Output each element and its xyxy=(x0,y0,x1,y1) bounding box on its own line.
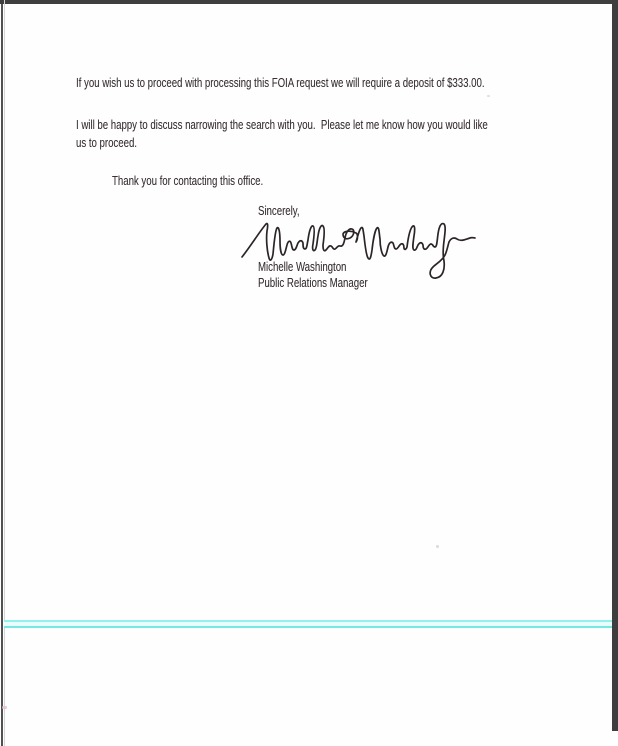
signer-name: Michelle Washington xyxy=(258,259,347,274)
cyan-scan-line xyxy=(4,620,612,628)
scan-speck xyxy=(2,706,7,709)
paragraph-narrowing xyxy=(76,116,488,152)
paragraph-thanks: Thank you for contacting this office. xyxy=(112,173,264,188)
paragraph-narrowing-line1: I will be happy to discuss narrowing the search with you. Please let me know how you would like xyxy=(76,117,488,132)
paragraph-deposit: If you wish us to proceed with processing this FOIA request we will require a deposit of $333.00. xyxy=(76,75,485,90)
scan-edge-top xyxy=(0,0,618,4)
scan-edge-left xyxy=(1,0,3,746)
scan-edge-left-secondary xyxy=(4,0,5,746)
scan-edge-right xyxy=(612,0,618,731)
signer-title: Public Relations Manager xyxy=(258,275,368,290)
scan-speck xyxy=(487,95,490,97)
scan-speck xyxy=(436,545,439,548)
closing-sincerely: Sincerely, xyxy=(258,203,300,218)
paragraph-narrowing-line2: us to proceed. xyxy=(76,135,137,150)
